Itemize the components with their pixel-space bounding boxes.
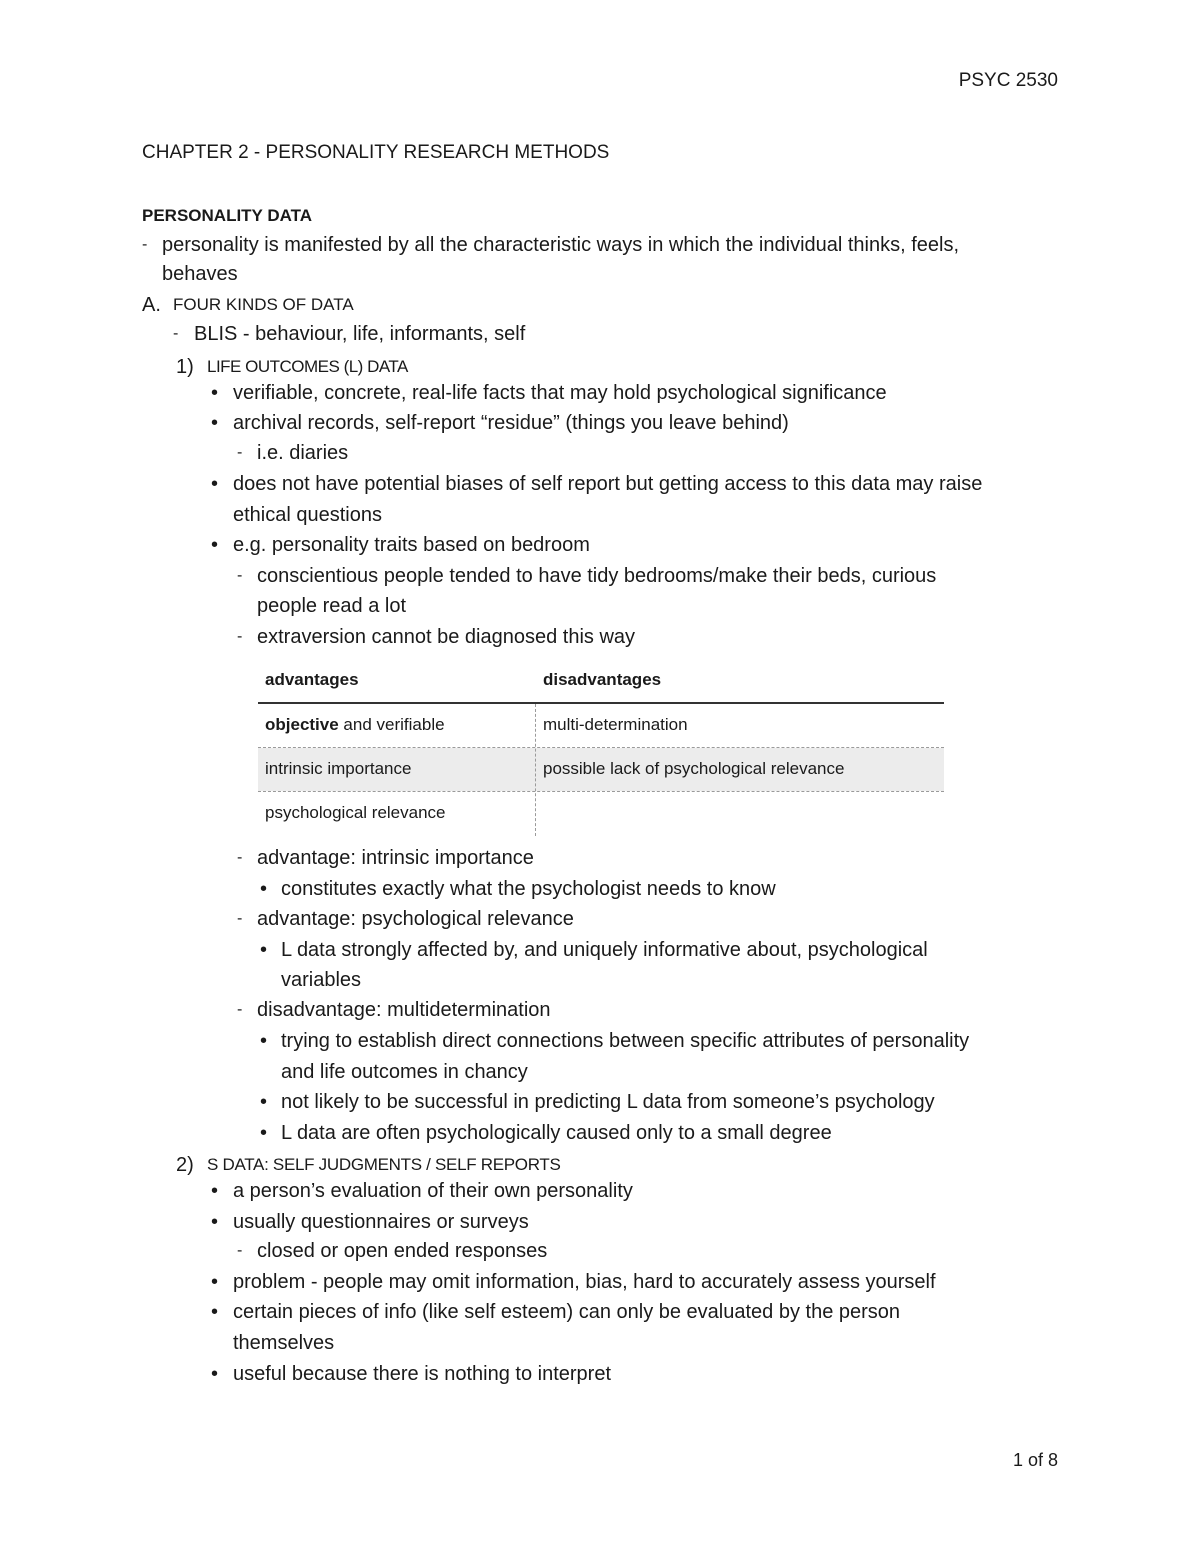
dash-marker: - (237, 567, 243, 584)
section-heading: PERSONALITY DATA (142, 206, 313, 225)
table-cell-disadvantage: multi-determination (543, 715, 688, 734)
bullet-marker: • (260, 1122, 268, 1144)
after-point-2-bullet-line-1: L data strongly affected by, and uniquely informative about, psychological (281, 939, 928, 961)
l-point-4: e.g. personality traits based on bedroom (233, 534, 590, 556)
bullet-marker: • (260, 1030, 268, 1052)
after-point-3: disadvantage: multidetermination (257, 999, 551, 1021)
bullet-marker: • (211, 473, 219, 495)
l-point-1: verifiable, concrete, real-life facts that may hold psychological significance (233, 382, 887, 404)
blis-line: BLIS - behaviour, life, informants, self (194, 323, 526, 345)
l-point-3-line-2: ethical questions (233, 504, 382, 526)
table-cell-advantage: intrinsic importance (265, 759, 412, 778)
after-point-3-bullet-1-line-1: trying to establish direct connections between specific attributes of personality (281, 1030, 970, 1052)
s-point-4-line-2: themselves (233, 1332, 335, 1354)
after-point-3-bullet-3: L data are often psychologically caused only to a small degree (281, 1122, 832, 1144)
subsection-heading-four-kinds: FOUR KINDS OF DATA (173, 295, 354, 314)
after-point-2-bullet-line-2: variables (281, 969, 362, 991)
bullet-marker: • (260, 939, 268, 961)
s-point-1: a person’s evaluation of their own personality (233, 1180, 633, 1202)
page-number: 1 of 8 (1012, 1450, 1058, 1470)
dash-marker: - (237, 910, 243, 927)
course-code: PSYC 2530 (958, 70, 1058, 91)
chapter-title: CHAPTER 2 - PERSONALITY RESEARCH METHODS (142, 142, 610, 163)
bullet-marker: • (211, 1180, 219, 1202)
dash-marker: - (237, 444, 243, 461)
intro-line-1: personality is manifested by all the characteristic ways in which the individual thinks, feels, (162, 234, 960, 256)
table-cell-advantage: psychological relevance (265, 803, 446, 822)
l-point-4a-line-1: conscientious people tended to have tidy bedrooms/make their beds, curious (257, 565, 937, 587)
s-point-4-line-1: certain pieces of info (like self esteem) can only be evaluated by the person (233, 1301, 901, 1323)
l-point-2a: i.e. diaries (257, 442, 349, 464)
list-marker-1: 1) (176, 356, 194, 378)
list-marker-a: A. (142, 294, 161, 316)
s-point-5: useful because there is nothing to interpret (233, 1363, 612, 1385)
bullet-marker: • (211, 1211, 219, 1233)
after-point-1: advantage: intrinsic importance (257, 847, 534, 869)
dash-marker: - (237, 1001, 243, 1018)
dash-marker: - (237, 849, 243, 866)
s-data-heading: S DATA: SELF JUDGMENTS / SELF REPORTS (207, 1155, 561, 1174)
table-row (258, 792, 944, 835)
table-row (258, 748, 944, 791)
table-header-advantages: advantages (265, 670, 359, 689)
bullet-marker: • (211, 534, 219, 556)
bullet-marker: • (211, 1301, 219, 1323)
l-point-4a-line-2: people read a lot (257, 595, 407, 617)
advantage-rest: and verifiable (338, 715, 445, 734)
dash-marker: - (142, 236, 148, 253)
table-header-disadvantages: disadvantages (543, 670, 662, 689)
after-point-2: advantage: psychological relevance (257, 908, 574, 930)
bullet-marker: • (260, 1091, 268, 1113)
table-row (258, 704, 944, 747)
bullet-marker: • (260, 878, 268, 900)
table-cell-advantage (265, 715, 445, 735)
emphasis-objective: objective (265, 715, 339, 734)
l-data-heading: LIFE OUTCOMES (L) DATA (207, 357, 408, 376)
bullet-marker: • (211, 1363, 219, 1385)
l-point-4b: extraversion cannot be diagnosed this way (257, 626, 636, 648)
s-point-2a: closed or open ended responses (257, 1240, 548, 1262)
after-point-3-bullet-1-line-2: and life outcomes in chancy (281, 1061, 528, 1083)
s-point-3: problem - people may omit information, bias, hard to accurately assess yourself (233, 1271, 936, 1293)
list-marker-2: 2) (176, 1154, 194, 1176)
table-cell-disadvantage: possible lack of psychological relevance (543, 759, 845, 778)
intro-line-2: behaves (162, 263, 238, 285)
l-point-3-line-1: does not have potential biases of self report but getting access to this data may raise (233, 473, 983, 495)
table-column-divider (535, 704, 536, 836)
bullet-marker: • (211, 412, 219, 434)
l-point-2: archival records, self-report “residue” (things you leave behind) (233, 412, 789, 434)
dash-marker: - (173, 325, 179, 342)
s-point-2: usually questionnaires or surveys (233, 1211, 529, 1233)
dash-marker: - (237, 1242, 243, 1259)
after-point-3-bullet-2: not likely to be successful in predicting L data from someone’s psychology (281, 1091, 935, 1113)
bullet-marker: • (211, 1271, 219, 1293)
bullet-marker: • (211, 382, 219, 404)
dash-marker: - (237, 628, 243, 645)
after-point-1-bullet: constitutes exactly what the psychologist needs to know (281, 878, 776, 900)
